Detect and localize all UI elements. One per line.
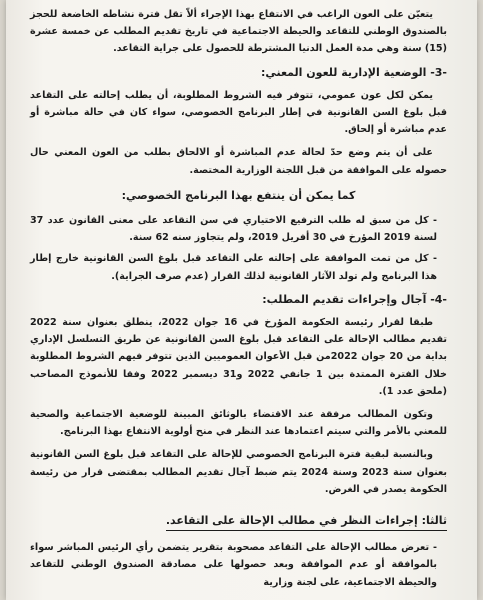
paragraph-end-of-status: على أن يتم وضع حدّ لحالة عدم المباشرة أو الالحاق بطلب من العون المعني حال حصوله على الموافقة من قبل اللجنة الوزارية المختصة.: [30, 147, 447, 176]
list-item-retirement-age-raise: - كل من سبق له طلب الترفيع الاختياري في سن التقاعد على معنى القانون عدد 37 لسنة 2019 المؤرخ في 30 أفريل 2019، ولم يتجاوز سنه 62 سنة.: [30, 215, 437, 244]
document-page: [6, 0, 477, 600]
paragraph-government-decision: طبقا لقرار رئيسة الحكومة المؤرخ في 16 جوان 2022، ينطلق بعنوان سنة 2022 تقديم مطالب الإحالة على التقاعد قبل بلوغ السن القانونية عن طريق التسلسل الإداري بداية من 20 جوان 2022من قبل الأعوان العموميين الذين تتوفر فيهم الشروط المطلوبة خلال الفترة الممتدة بين 1 جانفي 2022 و31 ديسمبر 2022 وفقا للأنموذج المصاحب (ملحق عدد 1).: [30, 317, 448, 397]
list-item-early-retirement-approved: - كل من تمت الموافقة على إحالته على التقاعد قبل بلوغ السن القانونية خارج إطار هذا البرنامج ولم تولد الآثار القانونية لذلك القرار (عدم صرف الجراية).: [30, 253, 437, 282]
paragraph-remaining-period: وبالنسبة لبقية فترة البرنامج الخصوصي للإحالة على التقاعد قبل بلوغ السن القانونية بعنوان سنة 2023 وسنة 2024 يتم ضبط آجال تقديم المطالب بمقتضى قرار من رئيسة الحكومة يصدر في الغرض.: [30, 449, 448, 495]
section-heading-deadlines: -4- آجال وإجراءات تقديم المطلب:: [262, 292, 447, 306]
paragraph-supporting-documents: وتكون المطالب مرفقة عند الاقتضاء بالوثائق المبينة للوضعية الاجتماعية والصحية للمعني بالأمر والتي سيتم اعتمادها عند النظر في منح أولوية الانتفاع بهذا البرنامج.: [30, 409, 447, 438]
paragraph-eligible-agent: يمكن لكل عون عمومي، تتوفر فيه الشروط المطلوبة، أن يطلب إحالته على التقاعد قبل بلوغ السن القانونية في إطار البرنامج الخصوصي، سواء كان في حالة مباشرة أو عدم مباشرة أو إلحاق.: [30, 89, 447, 136]
paragraph-activity-period: يتعيّن على العون الراغب في الانتفاع بهذا الإجراء ألاّ تقل فترة نشاطه الخاضعة للحجز بالصندوق الوطني للتقاعد والحيطة الاجتماعية في تاريخ تقديم المطلب عن خمسة عشرة (15) سنة وهي مدة العمل الدنيا المشترطة للحصول على جراية التقاعد.: [30, 9, 447, 55]
subheading-also-eligible: كما يمكن أن ينتفع بهذا البرنامج الخصوصي:: [121, 188, 356, 202]
section-heading-third-review-procedures: ثالثا: إجراءات النظر في مطالب الإحالة على التقاعد.: [166, 512, 447, 531]
paragraph-ministerial-committee: - تعرض مطالب الإحالة على التقاعد مصحوبة بتقرير يتضمن رأي الرئيس المباشر سواء بالموافقة أو عدم الموافقة وبعد حصولها على مصادقة الصندوق الوطني للتقاعد والحيطة الاجتماعية، على لجنة وزارية: [30, 542, 437, 588]
document-body: [6, 0, 477, 591]
section-heading-administrative-status: -3- الوضعية الإدارية للعون المعني:: [260, 65, 447, 79]
